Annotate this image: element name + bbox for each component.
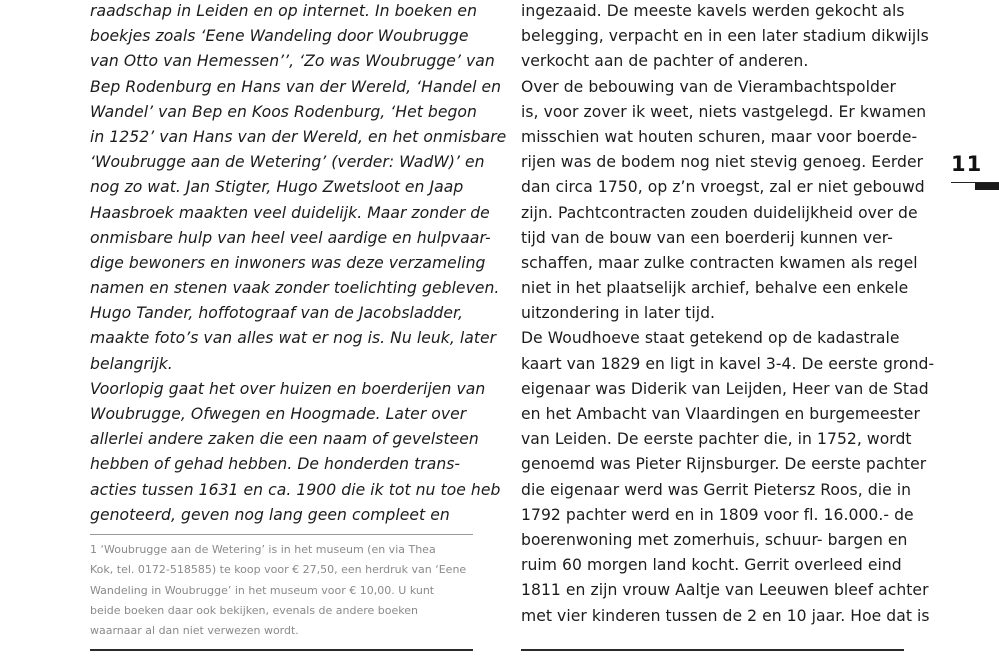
text-line: ingezaaid. De meeste kavels werden gekocht als bbox=[521, 2, 905, 20]
text-line: acties tussen 1631 en ca. 1900 die ik tot nu toe heb bbox=[90, 480, 501, 499]
text-line: genoemd was Pieter Rijnsburger. De eerste pachter bbox=[521, 455, 927, 474]
text-line: 1811 en zijn vrouw Aaltje van Leeuwen bleef achter bbox=[521, 581, 929, 600]
text-line: Wandel’ van Bep en Koos Rodenburg, ‘Het begon bbox=[90, 102, 477, 121]
text-line: misschien wat houten schuren, maar voor boerde- bbox=[521, 127, 918, 146]
text-line: die eigenaar werd was Gerrit Pietersz Roos, die in bbox=[521, 480, 912, 499]
text-line: Hugo Tander, hoffotograaf van de Jacobsladder, bbox=[90, 304, 464, 323]
text-line: van Otto van Hemessen’’, ‘Zo was Woubrugge’ van bbox=[90, 52, 495, 71]
text-line: hebben of gehad hebben. De honderden trans- bbox=[90, 455, 461, 474]
left-column-text bbox=[90, 0, 506, 528]
text-line: ‘Woubrugge aan de Wetering’ (verder: WadW)’ en bbox=[90, 153, 485, 172]
text-line: rijen was de bodem nog niet stevig genoeg. Eerder bbox=[521, 153, 924, 172]
footnote-line: Kok, tel. 0172-518585) te koop voor € 27,50, een herdruk van ‘Eene bbox=[90, 563, 467, 577]
page-number: 11 bbox=[951, 152, 983, 176]
text-line: eigenaar was Diderik van Leijden, Heer van de Stad bbox=[521, 379, 929, 398]
footnote-divider bbox=[90, 534, 473, 535]
text-line: schaffen, maar zulke contracten kwamen als regel bbox=[521, 253, 918, 272]
text-line: met vier kinderen tussen de 2 en 10 jaar. Hoe dat is bbox=[521, 606, 930, 625]
text-line: dan circa 1750, op z’n vroegst, zal er niet gebouwd bbox=[521, 178, 925, 197]
text-line: genoteerd, geven nog lang geen compleet en bbox=[90, 505, 450, 524]
text-line: allerlei andere zaken die een naam of gevelsteen bbox=[90, 430, 479, 449]
text-line: Woubrugge, Ofwegen en Hoogmade. Later over bbox=[90, 405, 467, 423]
text-line: boerenwoning met zomerhuis, schuur- bargen en bbox=[521, 530, 908, 549]
text-line: dige bewoners en inwoners was deze verzameling bbox=[90, 253, 486, 272]
text-line: raadschap in Leiden en op internet. In boeken en bbox=[90, 2, 478, 20]
text-line: maakte foto’s van alles wat er nog is. Nu leuk, later bbox=[90, 329, 497, 348]
text-line: niet in het plaatselijk archief, behalve een enkele bbox=[521, 279, 909, 298]
text-line: Voorlopig gaat het over huizen en boerderijen van bbox=[90, 379, 486, 398]
text-line: ruim 60 morgen land kocht. Gerrit overleed eind bbox=[521, 556, 902, 575]
text-line: onmisbare hulp van heel veel aardige en hulpvaar- bbox=[90, 228, 491, 247]
text-line: belegging, verpacht en in een later stadium dikwijls bbox=[521, 27, 929, 46]
bottom-rule-right bbox=[521, 649, 904, 651]
text-line: Bep Rodenburg en Hans van der Wereld, ‘Handel en bbox=[90, 77, 502, 96]
text-line: nog zo wat. Jan Stigter, Hugo Zwetsloot en Jaap bbox=[90, 178, 464, 197]
text-line: uitzondering in later tijd. bbox=[521, 304, 716, 323]
text-line: boekjes zoals ‘Eene Wandeling door Woubrugge bbox=[90, 27, 469, 46]
text-line: en het Ambacht van Vlaardingen en burgemeester bbox=[521, 405, 920, 423]
text-line: van Leiden. De eerste pachter die, in 1752, wordt bbox=[521, 430, 912, 449]
text-line: Over de bebouwing van de Vierambachtspolder bbox=[521, 77, 897, 96]
text-line: belangrijk. bbox=[90, 354, 173, 373]
text-line: verkocht aan de pachter of anderen. bbox=[521, 52, 809, 71]
text-line: is, voor zover ik weet, niets vastgelegd. Er kwamen bbox=[521, 102, 927, 121]
footnote-line: beide boeken daar ook bekijken, evenals de andere boeken bbox=[90, 603, 418, 617]
text-line: Haasbroek maakten veel duidelijk. Maar zonder de bbox=[90, 203, 490, 222]
page-tab-marker bbox=[975, 183, 999, 190]
text-line: namen en stenen vaak zonder toelichting gebleven. bbox=[90, 279, 500, 298]
footnote-line: 1 ‘Woubrugge aan de Wetering’ is in het museum (en via Thea bbox=[90, 543, 436, 556]
text-line: kaart van 1829 en ligt in kavel 3-4. De eerste grond- bbox=[521, 354, 935, 373]
text-line: 1792 pachter werd en in 1809 voor fl. 16.000.- de bbox=[521, 505, 914, 524]
footnote bbox=[90, 540, 475, 641]
right-column-text bbox=[521, 0, 934, 629]
text-line: tijd van de bouw van een boerderij kunnen ver- bbox=[521, 228, 893, 247]
text-line: in 1252’ van Hans van der Wereld, en het onmisbare bbox=[90, 127, 507, 146]
footnote-line: Wandeling in Woubrugge’ in het museum voor € 10,00. U kunt bbox=[90, 583, 435, 597]
footnote-line: waarnaar al dan niet verwezen wordt. bbox=[90, 624, 299, 638]
text-line: zijn. Pachtcontracten zouden duidelijkheid over de bbox=[521, 203, 918, 222]
text-line: De Woudhoeve staat getekend op de kadastrale bbox=[521, 329, 900, 348]
bottom-rule-left bbox=[90, 649, 473, 651]
